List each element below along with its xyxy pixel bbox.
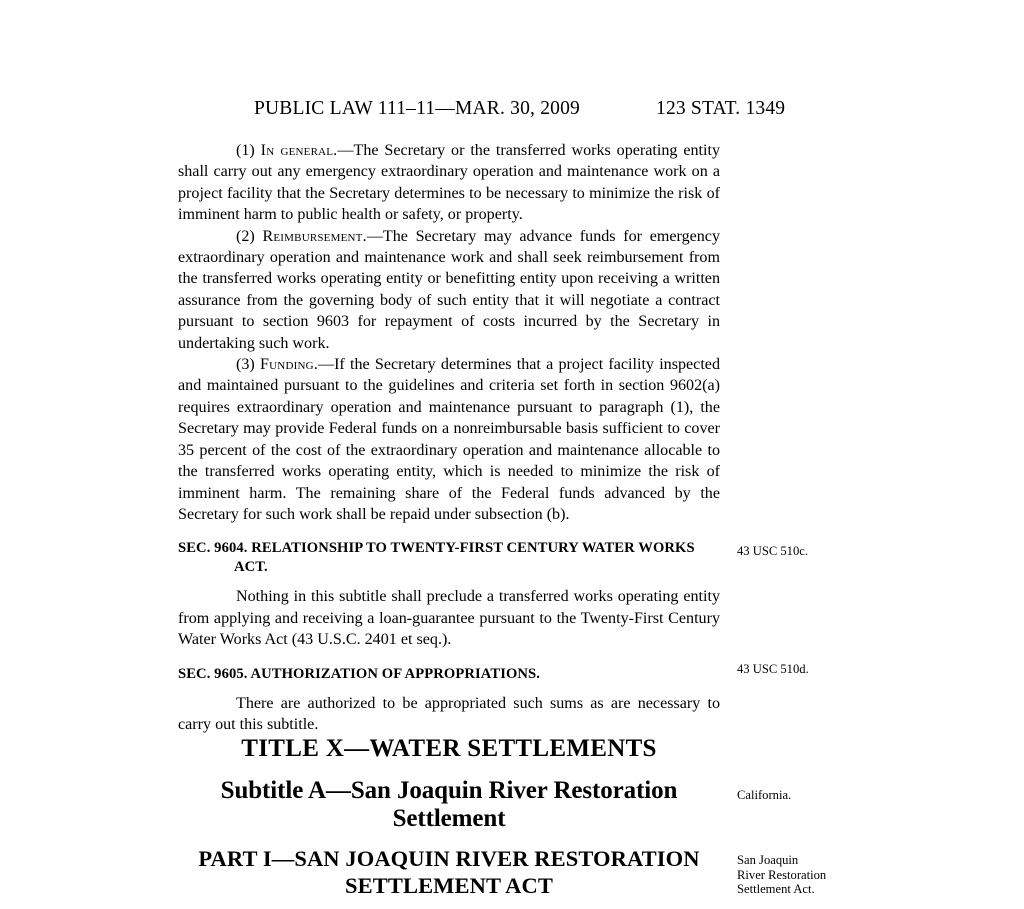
- part-i-line1: PART I—SAN JOAQUIN RIVER RESTORATION: [198, 846, 700, 871]
- running-head-statute-page: 123 STAT. 1349: [656, 98, 786, 119]
- sidenote-sjrrsa-line1: San Joaquin: [737, 853, 799, 867]
- section-9604-heading-line2: ACT.: [234, 559, 268, 576]
- numbered-paragraph-2: [178, 226, 720, 354]
- paragraph-3-text: If the Secretary determines that a project facility inspected and maintained pursuant to the guidelines and criteria set forth in section 9602(a) requires extraordinary operation and maintenance pursuant to paragraph (1), the Secretary may provide Federal funds on a nonreimbursable basis sufficient to cover 35 percent of the cost of the extraordinary operation and maintenance allocable to the transferred works operating entity, which is needed to minimize the risk of imminent harm. The remaining share of the Federal funds advanced by the Secretary for such work shall be repaid under subsection (b).: [178, 356, 720, 523]
- paragraph-1-number: (1): [236, 142, 255, 159]
- sidenote-california: California.: [737, 788, 792, 802]
- paragraph-1-dash: —: [337, 142, 354, 159]
- section-9605-body: There are authorized to be appropriated such sums as are necessary to carry out this subtitle.: [178, 694, 720, 733]
- numbered-paragraph-3: [178, 354, 720, 525]
- paragraph-2-heading: Reimbursement.: [262, 227, 367, 245]
- paragraph-2-dash: —: [366, 227, 383, 245]
- sidenote-usc-510d: 43 USC 510d.: [737, 662, 809, 676]
- spacer: [178, 684, 720, 693]
- paragraph-2-text: The Secretary may advance funds for emergency extraordinary operation and maintenance work and shall seek reimbursement from the transferred works operating entity or benefitting entity upon receiving a written assurance from the governing body of such entity that it will negotiate a contract pursuant to section 9603 for repayment of costs incurred by the Secretary in undertaking such work.: [178, 227, 720, 352]
- spacer: [178, 525, 720, 539]
- title-x-heading: TITLE X—WATER SETTLEMENTS: [241, 735, 657, 762]
- section-heading-9604: [178, 539, 720, 577]
- paragraph-3-dash: —: [317, 356, 335, 374]
- subtitle-a-heading: [178, 777, 720, 832]
- spacer: [178, 577, 720, 586]
- paragraph-2-number: (2): [236, 227, 255, 245]
- main-text-column: [178, 140, 720, 735]
- subtitle-a-line2: Settlement: [392, 804, 506, 832]
- numbered-paragraph-1: [178, 140, 720, 226]
- page-running-head: [178, 98, 843, 120]
- subtitle-a-line1: Subtitle A—San Joaquin River Restoration: [220, 777, 678, 804]
- section-9604-heading-line1: SEC. 9604. RELATIONSHIP TO TWENTY-FIRST CENTURY WATER WORKS: [178, 540, 695, 557]
- sidenote-san-joaquin-act: [737, 853, 887, 897]
- part-i-heading: [178, 845, 720, 899]
- paragraph-1-heading: In general.: [260, 142, 338, 159]
- sidenote-sjrrsa-line3: Settlement Act.: [737, 882, 815, 897]
- section-9604-body: Nothing in this subtitle shall preclude a transferred works operating entity from applying and receiving a loan-guarantee pursuant to the Twenty-First Century Water Works Act (43 U.S.C. 2401 et seq.).: [178, 588, 720, 649]
- spacer: [178, 651, 720, 665]
- paragraph-3-heading: Funding.: [260, 356, 318, 374]
- paragraph-3-number: (3): [236, 356, 255, 374]
- paragraph-1-text: The Secretary or the transferred works operating entity shall carry out any emergency extraordinary operation and maintenance work on a project facility that the Secretary determines to be necessary to minimize the risk of imminent harm to public health or safety, or property.: [178, 142, 720, 224]
- running-head-law-citation: PUBLIC LAW 111–11—MAR. 30, 2009: [253, 98, 581, 119]
- section-heading-9605: [178, 665, 720, 684]
- sidenote-sjrrsa-line2: River Restoration: [737, 867, 827, 882]
- part-i-line2: SETTLEMENT ACT: [345, 873, 553, 898]
- section-9605-heading-line1: SEC. 9605. AUTHORIZATION OF APPROPRIATIONS.: [178, 665, 541, 682]
- sidenote-usc-510c: 43 USC 510c.: [737, 544, 809, 558]
